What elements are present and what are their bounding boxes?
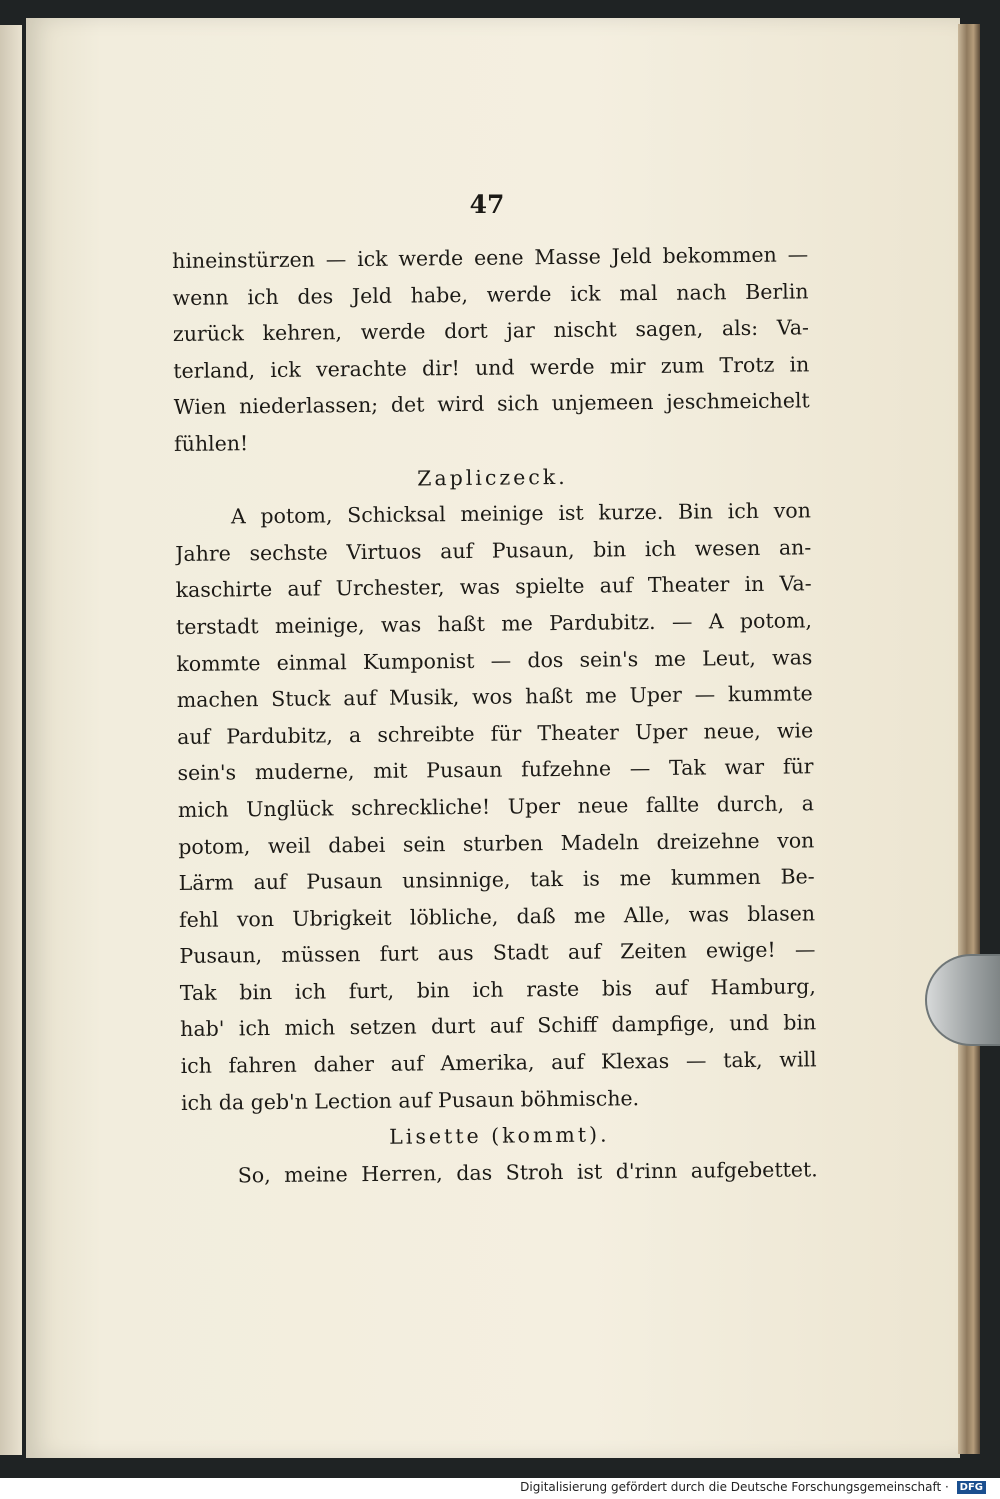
speech-line: ich da geb'n Lection auf Pusaun böhmische.: [180, 1085, 640, 1115]
page-number: 47: [469, 190, 505, 219]
page-stack-edge: [958, 24, 980, 1454]
speech-line: potom, weil dabei sein sturben Madeln dreizehne von: [178, 827, 815, 859]
credit-separator: ·: [945, 1480, 953, 1494]
credit-text: Digitalisierung gefördert durch die Deutsche Forschungsgemeinschaft: [520, 1480, 942, 1494]
text-line: zurück kehren, werde dort jar nischt sagen, als: Va-: [172, 315, 810, 347]
speech-line: So, meine Herren, das Stroh ist d'rinn aufgebettet.: [237, 1157, 818, 1188]
text-line: terland, ick verachte dir! und werde mir zum Trotz in: [173, 352, 810, 383]
text-line: hineinstürzen — ick werde eene Masse Jeld bekommen —: [172, 242, 809, 273]
speech-line: mich Unglück schreckliche! Uper neue fallte durch, a: [177, 791, 815, 822]
speech-line: kommte einmal Kumponist — dos sein's me Leut, was: [176, 644, 813, 676]
speech-line: ich fahren daher auf Amerika, auf Klexas — tak, will: [180, 1047, 817, 1079]
speech-line: Tak bin ich furt, bin ich raste bis auf Hamburg,: [179, 974, 816, 1005]
speech-line: machen Stuck auf Musik, wos haßt me Uper — kummte: [176, 681, 813, 713]
speech-line: A potom, Schicksal meinige ist kurze. Bin ich von: [230, 498, 811, 529]
speech-line: Pusaun, müssen furt aus Stadt auf Zeiten ewige! —: [179, 937, 816, 969]
speech-line: Jahre sechste Virtuos auf Pusaun, bin ich wesen an-: [175, 535, 812, 566]
speech-line: hab' ich mich setzen durt auf Schiff dampfige, und bin: [180, 1010, 817, 1042]
page-text: [172, 236, 818, 1194]
speech-line: Lärm auf Pusaun unsinnige, tak is me kummen Be-: [178, 864, 815, 896]
dfg-logo: DFG: [957, 1481, 986, 1494]
speech-line: kaschirte auf Urchester, was spielte auf Theater in Va-: [175, 571, 812, 603]
previous-page-edge: [0, 25, 22, 1455]
digitization-credit: [520, 1480, 986, 1494]
text-line: fühlen!: [173, 431, 249, 456]
speech-line: auf Pardubitz, a schreibte für Theater Uper neue, wie: [177, 718, 814, 749]
speech-line: terstadt meinige, was haßt me Pardubitz. — A potom,: [175, 608, 813, 639]
text-line: Wien niederlassen; det wird sich unjemeen jeschmeichelt: [173, 388, 810, 420]
text-line: wenn ich des Jeld habe, werde ick mal nach Berlin: [172, 278, 809, 310]
speaker-name: Lisette (kommt).: [389, 1122, 610, 1150]
speech-line: fehl von Ubrigkeit löbliche, daß me Alle, was blasen: [178, 900, 816, 932]
speaker-name: Zapliczeck.: [417, 464, 568, 491]
speech-line: sein's muderne, mit Pusaun fufzehne — Tak war für: [177, 754, 814, 786]
